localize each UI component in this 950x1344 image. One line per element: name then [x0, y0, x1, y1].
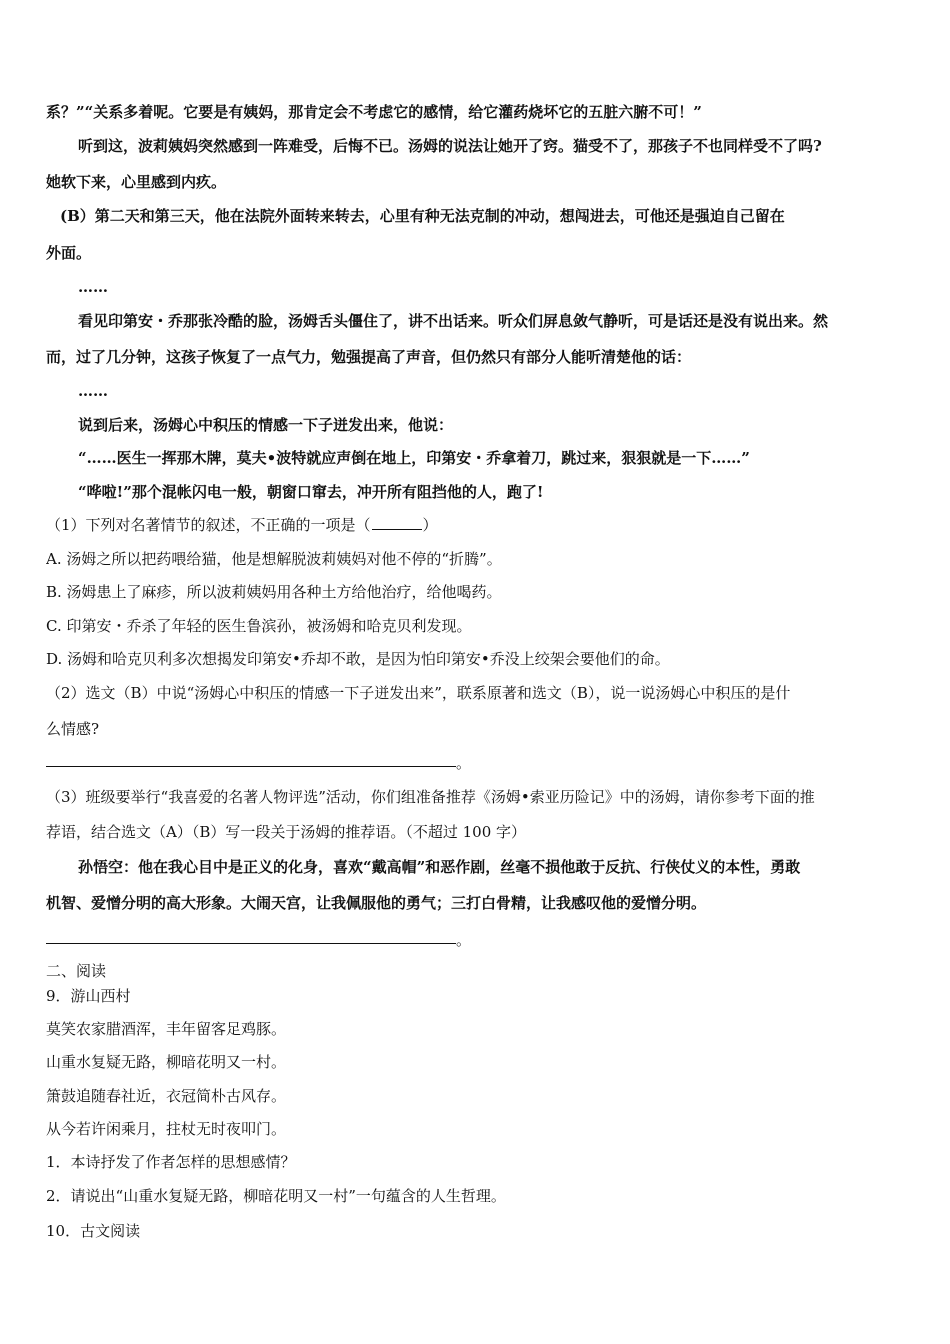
poem-line: 山重水复疑无路，柳暗花明又一村。	[46, 1053, 287, 1071]
answer-line-end: 。	[456, 931, 472, 949]
option-b: B. 汤姆患上了麻疹，所以波莉姨妈用各种土方给他治疗，给他喝药。	[46, 583, 502, 601]
ellipsis-line: ……	[78, 382, 108, 400]
poem-line: 莫笑农家腊酒浑，丰年留客足鸡豚。	[46, 1020, 287, 1038]
passage-line: 听到这，波莉姨妈突然感到一阵难受，后悔不已。汤姆的说法让她开了窍。猫受不了，那孩子不也同样受不了吗?	[78, 137, 822, 155]
question-9-title: 9．游山西村	[46, 987, 131, 1005]
section-title: 二、阅读	[46, 962, 107, 980]
passage-line: 看见印第安・乔那张冷酷的脸，汤姆舌头僵住了，讲不出话来。听众们屏息敛气静听，可是话还是没有说出来。然	[78, 312, 829, 330]
passage-line: 系？”“关系多着呢。它要是有姨妈，那肯定会不考虑它的感情，给它灌药烧坏它的五脏六腑不可！”	[46, 103, 702, 121]
example-recommendation-cont: 机智、爱憎分明的高大形象。大闹天宫，让我佩服他的勇气；三打白骨精，让我感叹他的爱憎分明。	[46, 894, 707, 912]
question-10-title: 10．古文阅读	[46, 1222, 141, 1240]
answer-line-end: 。	[456, 754, 472, 772]
passage-line: 她软下来，心里感到内疚。	[46, 173, 227, 191]
question-3-stem-cont: 荐语，结合选文（A）（B）写一段关于汤姆的推荐语。（不超过 100 字）	[46, 823, 527, 841]
option-a: A. 汤姆之所以把药喂给猫，他是想解脱波莉姨妈对他不停的“折腾”。	[46, 550, 502, 568]
passage-line: “……医生一挥那木牌，莫夫•波特就应声倒在地上，印第安・乔拿着刀，跳过来，狠狠就是一下……”	[78, 449, 750, 467]
poem-line: 箫鼓追随春社近，衣冠简朴古风存。	[46, 1087, 287, 1105]
option-c: C. 印第安・乔杀了年轻的医生鲁滨孙，被汤姆和哈克贝利发现。	[46, 617, 472, 635]
question-9-2: 2．请说出“山重水复疑无路，柳暗花明又一村”一句蕴含的人生哲理。	[46, 1187, 506, 1205]
answer-line[interactable]	[46, 766, 456, 767]
poem-line: 从今若许闲乘月，拄杖无时夜叩门。	[46, 1120, 287, 1138]
ellipsis-line: ……	[78, 278, 108, 296]
answer-blank[interactable]	[372, 515, 422, 530]
question-9-1: 1．本诗抒发了作者怎样的思想感情？	[46, 1153, 296, 1171]
question-3-stem: （3）班级要举行“我喜爱的名著人物评选”活动，你们组准备推荐《汤姆•索亚历险记》中的汤姆，请你参考下面的推	[46, 788, 815, 806]
question-2-stem-cont: 么情感?	[46, 720, 100, 738]
question-2-stem: （2）选文（B）中说“汤姆心中积压的情感一下子迸发出来”，联系原著和选文（B），说一说汤姆心中积压的是什	[46, 684, 791, 702]
passage-line: 说到后来，汤姆心中积压的情感一下子迸发出来，他说：	[78, 416, 454, 434]
option-d: D. 汤姆和哈克贝利多次想揭发印第安•乔却不敢，是因为怕印第安•乔没上绞架会要他们的命。	[46, 650, 670, 668]
passage-line: “哗啦!”那个混帐闪电一般，朝窗口窜去，冲开所有阻挡他的人，跑了!	[78, 483, 544, 501]
question-1-stem	[46, 514, 910, 536]
passage-line: (B）第二天和第三天，他在法院外面转来转去，心里有种无法克制的冲动，想闯进去，可他还是强迫自己留在	[60, 207, 785, 225]
question-1-stem-text: （1）下列对名著情节的叙述，不正确的一项是（	[46, 516, 371, 534]
answer-line[interactable]	[46, 943, 456, 944]
passage-line: 而，过了几分钟，这孩子恢复了一点气力，勉强提高了声音，但仍然只有部分人能听清楚他的话：	[46, 348, 692, 366]
example-recommendation: 孙悟空：他在我心目中是正义的化身，喜欢“戴高帽”和恶作剧，丝毫不损他敢于反抗、行侠仗义的本性，勇敢	[78, 858, 801, 876]
question-1-stem-close: ）	[422, 516, 438, 534]
passage-line: 外面。	[46, 244, 92, 262]
